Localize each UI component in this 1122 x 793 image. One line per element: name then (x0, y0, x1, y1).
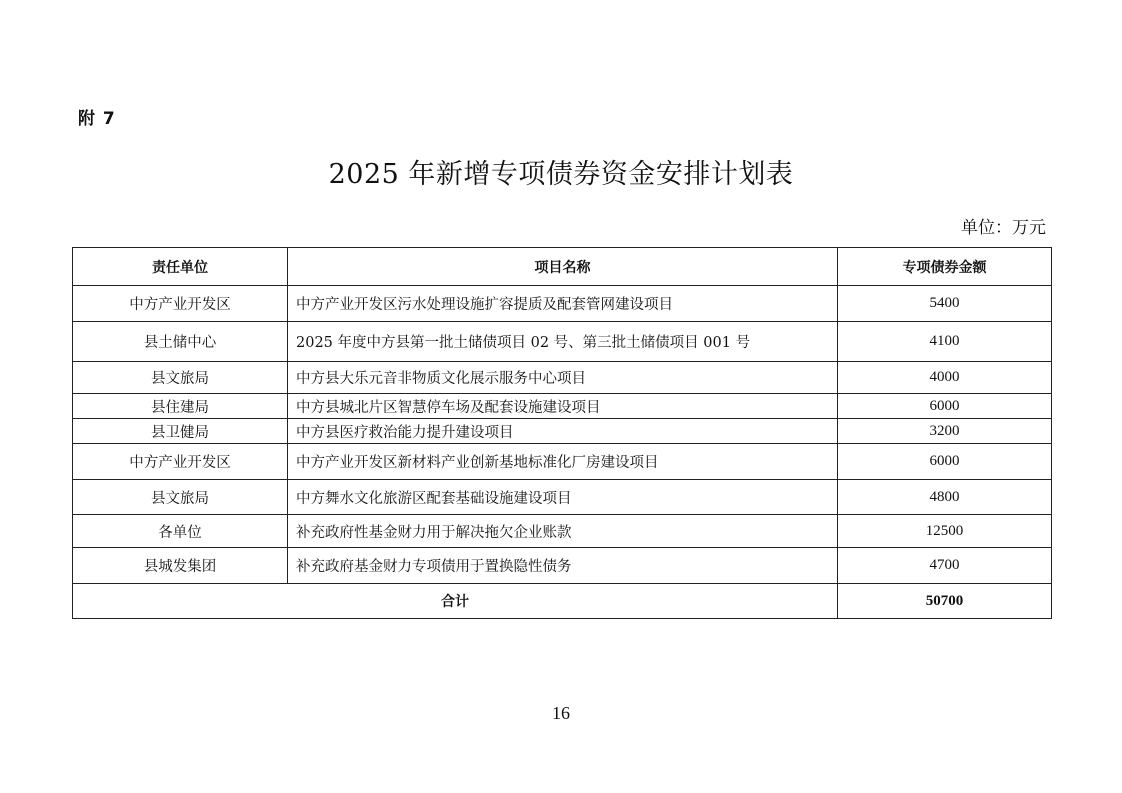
cell-project-name: 补充政府基金财力专项债用于置换隐性债务 (288, 548, 838, 584)
cell-responsible-unit: 县城发集团 (73, 548, 288, 584)
cell-amount: 3200 (838, 419, 1052, 444)
table-row (73, 419, 1052, 444)
cell-amount: 6000 (838, 444, 1052, 480)
table-header-row (73, 248, 1052, 286)
cell-responsible-unit: 中方产业开发区 (73, 444, 288, 480)
table-row (73, 480, 1052, 515)
cell-responsible-unit: 县住建局 (73, 394, 288, 419)
cell-project-name: 2025 年度中方县第一批土储债项目 02 号、第三批土储债项目 001 号 (288, 322, 838, 362)
column-header-amount: 专项债券金额 (838, 248, 1052, 286)
cell-project-name: 补充政府性基金财力用于解决拖欠企业账款 (288, 515, 838, 548)
cell-amount: 4000 (838, 362, 1052, 394)
column-header-project: 项目名称 (288, 248, 838, 286)
total-label: 合计 (73, 584, 838, 619)
cell-amount: 4700 (838, 548, 1052, 584)
cell-project-name: 中方县大乐元音非物质文化展示服务中心项目 (288, 362, 838, 394)
cell-amount: 4100 (838, 322, 1052, 362)
cell-responsible-unit: 县文旅局 (73, 480, 288, 515)
cell-project-name: 中方产业开发区新材料产业创新基地标准化厂房建设项目 (288, 444, 838, 480)
table-row (73, 362, 1052, 394)
table-row (73, 394, 1052, 419)
cell-project-name: 中方县医疗救治能力提升建设项目 (288, 419, 838, 444)
total-amount: 50700 (838, 584, 1052, 619)
table-total-row (73, 584, 1052, 619)
annex-label: 附 7 (78, 109, 116, 129)
table-row (73, 322, 1052, 362)
table-row (73, 515, 1052, 548)
table-row (73, 286, 1052, 322)
unit-note: 单位：万元 (961, 218, 1046, 238)
cell-amount: 6000 (838, 394, 1052, 419)
table-row (73, 548, 1052, 584)
cell-amount: 4800 (838, 480, 1052, 515)
column-header-unit: 责任单位 (73, 248, 288, 286)
cell-amount: 12500 (838, 515, 1052, 548)
cell-amount: 5400 (838, 286, 1052, 322)
page-title: 2025 年新增专项债券资金安排计划表 (328, 159, 794, 190)
table-row (73, 444, 1052, 480)
cell-responsible-unit: 县卫健局 (73, 419, 288, 444)
budget-table (72, 247, 1052, 619)
cell-responsible-unit: 中方产业开发区 (73, 286, 288, 322)
cell-project-name: 中方县城北片区智慧停车场及配套设施建设项目 (288, 394, 838, 419)
page-number: 16 (552, 703, 570, 723)
cell-project-name: 中方产业开发区污水处理设施扩容提质及配套管网建设项目 (288, 286, 838, 322)
cell-responsible-unit: 县土储中心 (73, 322, 288, 362)
cell-responsible-unit: 各单位 (73, 515, 288, 548)
cell-project-name: 中方舞水文化旅游区配套基础设施建设项目 (288, 480, 838, 515)
cell-responsible-unit: 县文旅局 (73, 362, 288, 394)
